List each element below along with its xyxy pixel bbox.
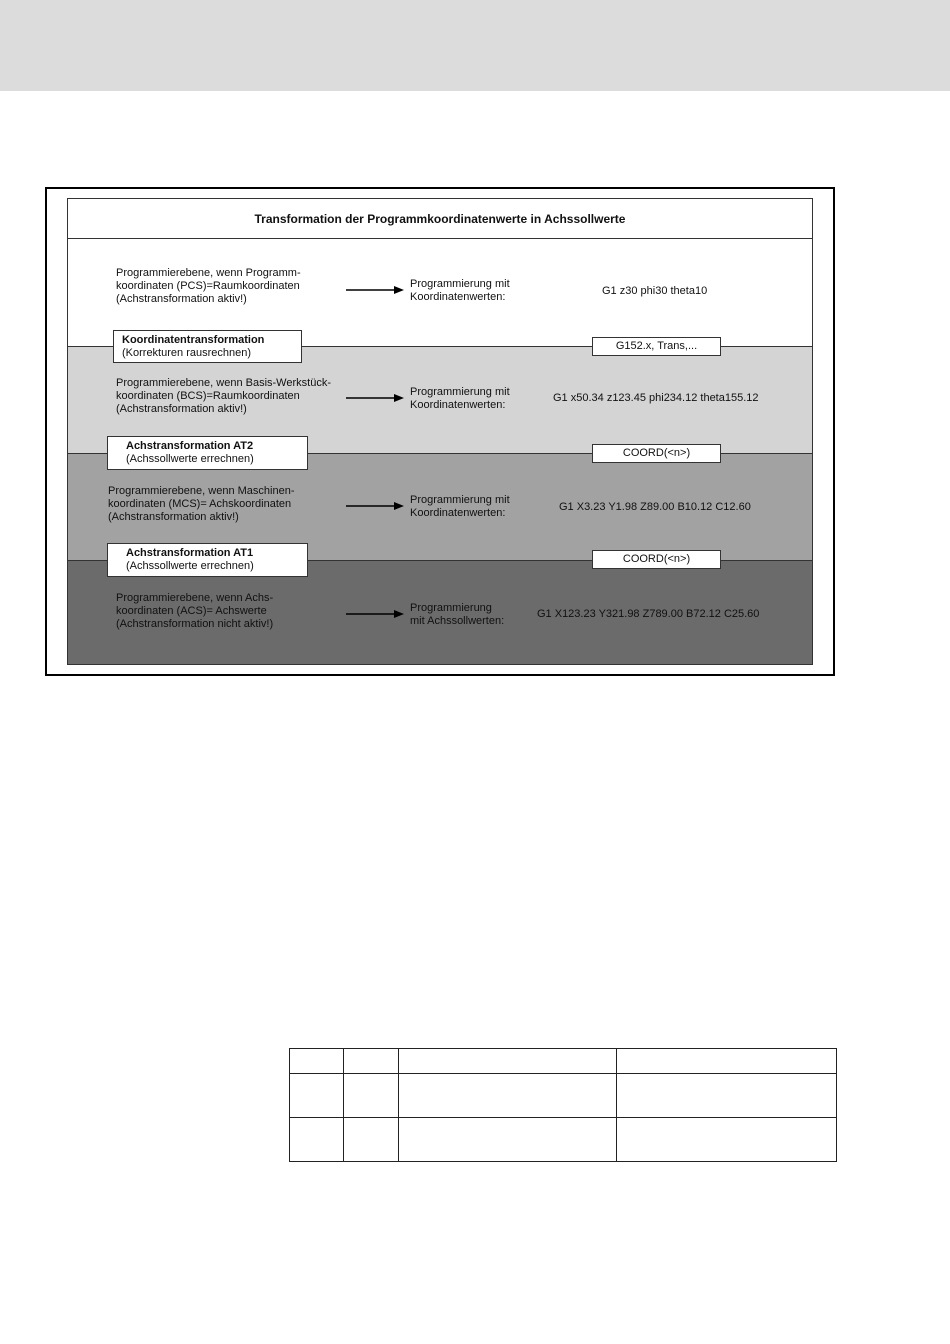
example-code: G1 X3.23 Y1.98 Z89.00 B10.12 C12.60 — [559, 501, 751, 513]
level-description: Programmierebene, wenn Maschinen- koordinaten (MCS)= Achskoordinaten (Achstransformation aktiv!) — [108, 485, 295, 523]
table-header-row — [290, 1049, 837, 1074]
table-cell — [290, 1074, 344, 1118]
example-code: G1 z30 phi30 theta10 — [602, 285, 708, 297]
diagram-title: Transformation der Programmkoordinatenwerte in Achssollwerte — [254, 212, 626, 226]
arrow-right-icon — [346, 285, 404, 295]
table-cell — [343, 1118, 398, 1162]
table-cell — [290, 1049, 344, 1074]
programming-label: Programmierung mit Koordinatenwerten: — [410, 278, 510, 303]
arrow-right-icon — [346, 501, 404, 511]
table-row — [290, 1074, 837, 1118]
transformation-box-at1: Achstransformation AT1 (Achssollwerte errechnen) — [107, 543, 308, 577]
table-cell — [617, 1074, 837, 1118]
example-code: G1 x50.34 z123.45 phi234.12 theta155.12 — [553, 392, 759, 404]
table-row — [290, 1118, 837, 1162]
command-box-g152: G152.x, Trans,... — [592, 337, 721, 356]
transformation-diagram — [67, 198, 813, 665]
transformation-box-at2: Achstransformation AT2 (Achssollwerte errechnen) — [107, 436, 308, 470]
arrow-right-icon — [346, 393, 404, 403]
table-cell — [398, 1049, 617, 1074]
transformation-box-koordinatentransformation: Koordinatentransformation (Korrekturen rausrechnen) — [113, 330, 302, 363]
empty-table — [289, 1048, 837, 1162]
programming-label: Programmierung mit Achssollwerten: — [410, 602, 505, 627]
table-cell — [617, 1118, 837, 1162]
level-description: Programmierebene, wenn Programm- koordinaten (PCS)=Raumkoordinaten (Achstransformation aktiv!) — [116, 267, 301, 305]
programming-label: Programmierung mit Koordinatenwerten: — [410, 494, 510, 519]
table-cell — [343, 1049, 398, 1074]
level-description: Programmierebene, wenn Basis-Werkstück- koordinaten (BCS)=Raumkoordinaten (Achstransformation aktiv!) — [116, 377, 331, 415]
command-box-coord-at1: COORD(<n>) — [592, 550, 721, 569]
table-cell — [343, 1074, 398, 1118]
table-cell — [290, 1118, 344, 1162]
table-cell — [398, 1118, 617, 1162]
table-cell — [398, 1074, 617, 1118]
example-code: G1 X123.23 Y321.98 Z789.00 B72.12 C25.60 — [537, 608, 760, 620]
command-box-coord-at2: COORD(<n>) — [592, 444, 721, 463]
level-description: Programmierebene, wenn Achs- koordinaten (ACS)= Achswerte (Achstransformation nicht aktiv!) — [116, 592, 274, 630]
arrow-right-icon — [346, 609, 404, 619]
programming-label: Programmierung mit Koordinatenwerten: — [410, 386, 510, 411]
diagram-title-bar — [68, 199, 812, 239]
page-header-band — [0, 0, 950, 91]
table-cell — [617, 1049, 837, 1074]
